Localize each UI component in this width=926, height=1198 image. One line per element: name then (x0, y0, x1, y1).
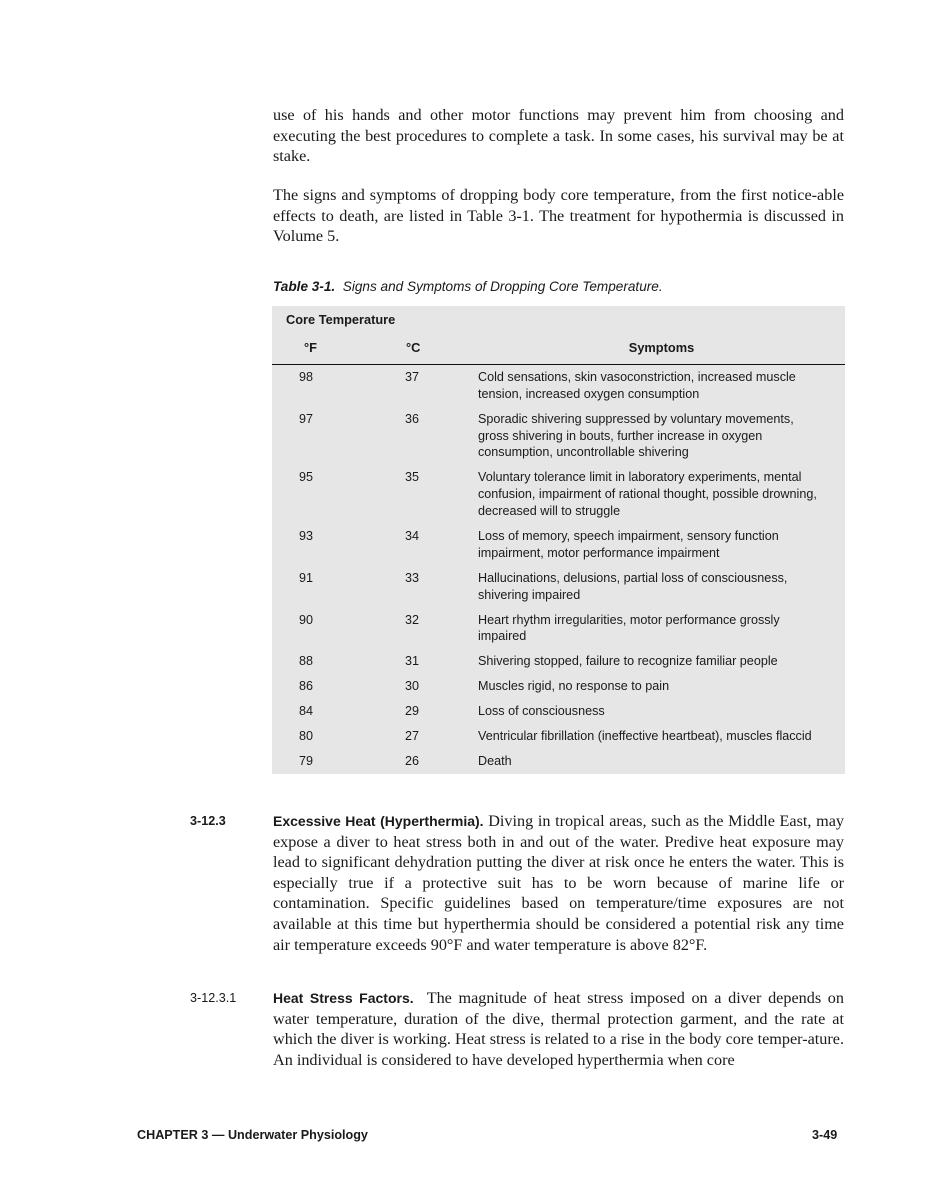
table-row (272, 753, 845, 778)
section-number: 3-12.3 (190, 814, 226, 828)
celsius-cell: 35 (405, 470, 420, 485)
body-paragraph-1: use of his hands and other motor functions may prevent him from choosing and executing the best procedures to complete a task. In some cases, his survival may be at stake. (273, 106, 844, 166)
fahrenheit-header: °F (272, 334, 378, 365)
fahrenheit-cell: 88 (299, 654, 314, 669)
symptoms-cell: Shivering stopped, failure to recognize familiar people (478, 654, 778, 669)
table-caption (273, 279, 663, 294)
footer-chapter-title: CHAPTER 3 — Underwater Physiology (137, 1128, 368, 1142)
table-row (272, 612, 845, 654)
fahrenheit-cell: 80 (299, 729, 314, 744)
celsius-cell: 34 (405, 528, 420, 543)
celsius-cell: 27 (405, 729, 420, 744)
table-row (272, 678, 845, 703)
symptoms-cell: Death (478, 754, 512, 769)
symptoms-table-grid (272, 306, 845, 778)
fahrenheit-cell: 79 (299, 754, 314, 769)
fahrenheit-cell: 98 (299, 370, 314, 384)
fahrenheit-cell: 90 (299, 612, 314, 627)
table-body (272, 365, 845, 779)
symptoms-cell: Ventricular fibrillation (ineffective heartbeat), muscles flaccid (478, 729, 812, 744)
core-temperature-header: Core Temperature (286, 312, 396, 327)
symptoms-cell: Cold sensations, skin vasoconstriction, increased muscle tension, increased oxygen consumption (478, 370, 796, 401)
fahrenheit-cell: 86 (299, 679, 314, 694)
symptoms-cell: Loss of consciousness (478, 704, 605, 719)
section-text: The magnitude of heat stress imposed on a diver depends on water temperature, duration of the dive, thermal protection garment, and the rate at which the diver is working. Heat stress is related to a rise in the body core temper-ature. An individual is considered to have developed hyperthermia when core (273, 989, 844, 1069)
symptoms-cell: Sporadic shivering suppressed by voluntary movements, gross shivering in bouts, further increase in oxygen consumption, uncontrollable shivering (478, 411, 794, 460)
table-row (272, 365, 845, 411)
fahrenheit-cell: 84 (299, 704, 314, 719)
symptoms-table (272, 306, 845, 774)
table-row (272, 469, 845, 528)
celsius-cell: 32 (405, 612, 420, 627)
celsius-cell: 26 (405, 754, 420, 769)
table-column-header-row (272, 334, 845, 365)
celsius-header: °C (378, 334, 478, 365)
symptoms-cell: Hallucinations, delusions, partial loss of consciousness, shivering impaired (478, 570, 788, 602)
symptoms-cell: Heart rhythm irregularities, motor performance grossly impaired (478, 612, 780, 644)
body-paragraph-2: The signs and symptoms of dropping body core temperature, from the first notice-able effects to death, are listed in Table 3-1. The treatment for hypothermia is discussed in Volume 5. (273, 186, 844, 246)
table-caption-title: Signs and Symptoms of Dropping Core Temperature. (342, 279, 663, 294)
section-number: 3-12.3.1 (190, 991, 237, 1005)
symptoms-cell: Voluntary tolerance limit in laboratory experiments, mental confusion, impairment of rational thought, possible drowning, decreased will to struggle (478, 470, 817, 518)
section-text: Diving in tropical areas, such as the Middle East, may expose a diver to heat stress both in and out of the water. Predive heat exposure may lead to significant dehydration putting the diver at risk once he enters the water. This is especially true if a protective suit has to be worn because of marine life or contamination. Specific guidelines based on temperature/time exposures are not available at this time but hyperthermia should be considered a potential risk any time air temperature exceeds 90°F and water temperature is above 82°F. (273, 812, 844, 954)
celsius-cell: 37 (405, 370, 420, 384)
celsius-cell: 36 (405, 411, 420, 426)
footer-page-number: 3-49 (812, 1128, 838, 1142)
symptoms-cell: Muscles rigid, no response to pain (478, 679, 670, 694)
table-row (272, 570, 845, 612)
section-heading: Heat Stress Factors. (273, 990, 414, 1006)
table-group-header-row (272, 306, 845, 334)
celsius-cell: 33 (405, 570, 420, 585)
celsius-cell: 31 (405, 654, 420, 669)
symptoms-cell: Loss of memory, speech impairment, sensory function impairment, motor performance impairment (478, 528, 779, 560)
table-row (272, 528, 845, 570)
symptoms-header: Symptoms (478, 334, 845, 365)
table-row (272, 703, 845, 728)
section-hyperthermia (273, 811, 844, 955)
fahrenheit-cell: 93 (299, 528, 314, 543)
fahrenheit-cell: 91 (299, 570, 314, 585)
table-row (272, 728, 845, 753)
fahrenheit-cell: 95 (299, 470, 314, 485)
fahrenheit-cell: 97 (299, 411, 314, 426)
section-heat-stress-factors (273, 988, 844, 1070)
table-caption-label: Table 3-1. (273, 279, 336, 294)
section-heading: Excessive Heat (Hyperthermia). (273, 813, 484, 829)
table-row (272, 411, 845, 470)
celsius-cell: 29 (405, 704, 420, 719)
table-row (272, 653, 845, 678)
celsius-cell: 30 (405, 679, 420, 694)
